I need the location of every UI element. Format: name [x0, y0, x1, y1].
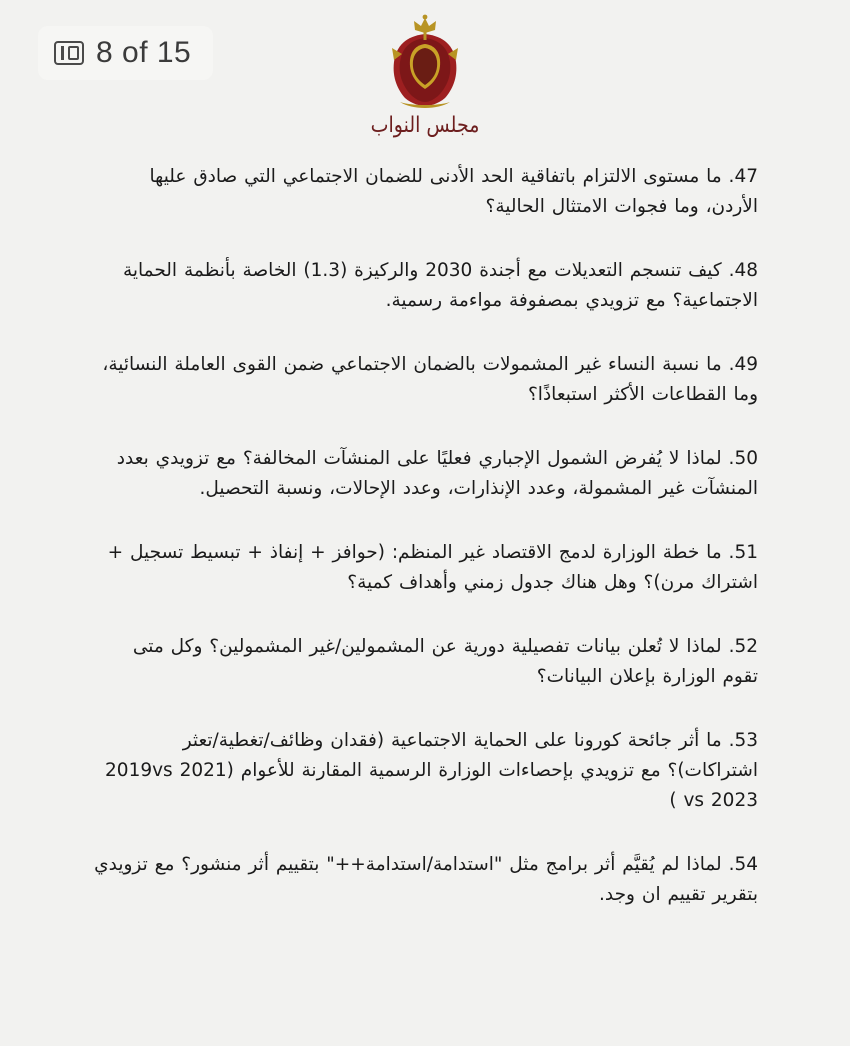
pages-icon	[54, 41, 84, 65]
question-item: 48. كيف تنسجم التعديلات مع أجندة 2030 والركيزة (1.3) الخاصة بأنظمة الحماية الاجتماعية؟ مع تزويدي بمصفوفة مواءمة رسمية.	[122, 259, 758, 311]
page-counter-label: 8 of 15	[96, 36, 192, 69]
letterhead-title: مجلس النواب	[370, 112, 480, 138]
question-item: 51. ما خطة الوزارة لدمج الاقتصاد غير المنظم: (حوافز + إنفاذ + تبسيط تسجيل + اشتراك مرن)؟ وهل هناك جدول زمني وأهداف كمية؟	[107, 541, 758, 593]
question-item: 47. ما مستوى الالتزام باتفاقية الحد الأدنى للضمان الاجتماعي التي صادق عليها الأردن، وما فجوات الامتثال الحالية؟	[149, 166, 758, 217]
question-item: 52. لماذا لا تُعلن بيانات تفصيلية دورية عن المشمولين/غير المشمولين؟ وكل متى تقوم الوزارة بإعلان البيانات؟	[132, 635, 758, 687]
jordan-coat-of-arms-icon	[382, 14, 468, 110]
question-item: 54. لماذا لم يُقيَّم أثر برامج مثل "استدامة/استدامة++" بتقييم أثر منشور؟ مع تزويدي بتقرير تقييم ان وجد.	[94, 853, 758, 905]
document-body	[92, 162, 758, 909]
page-indicator[interactable]	[38, 26, 213, 80]
question-item: 49. ما نسبة النساء غير المشمولات بالضمان الاجتماعي ضمن القوى العاملة النسائية، وما القطاعات الأكثر استبعاذًا؟	[102, 353, 758, 405]
question-item: 53. ما أثر جائحة كورونا على الحماية الاجتماعية (فقدان وظائف/تغطية/تعثر اشتراكات)؟ مع تزويدي بإحصاءات الوزارة الرسمية المقارنة للأعوام (2019vs 2021 vs 2023 )	[105, 729, 758, 811]
question-item: 50. لماذا لا يُفرض الشمول الإجباري فعليًا على المنشآت المخالفة؟ مع تزويدي بعدد المنشآت غير المشمولة، وعدد الإنذارات، وعدد الإحالات، ونسبة التحصيل.	[116, 447, 758, 499]
